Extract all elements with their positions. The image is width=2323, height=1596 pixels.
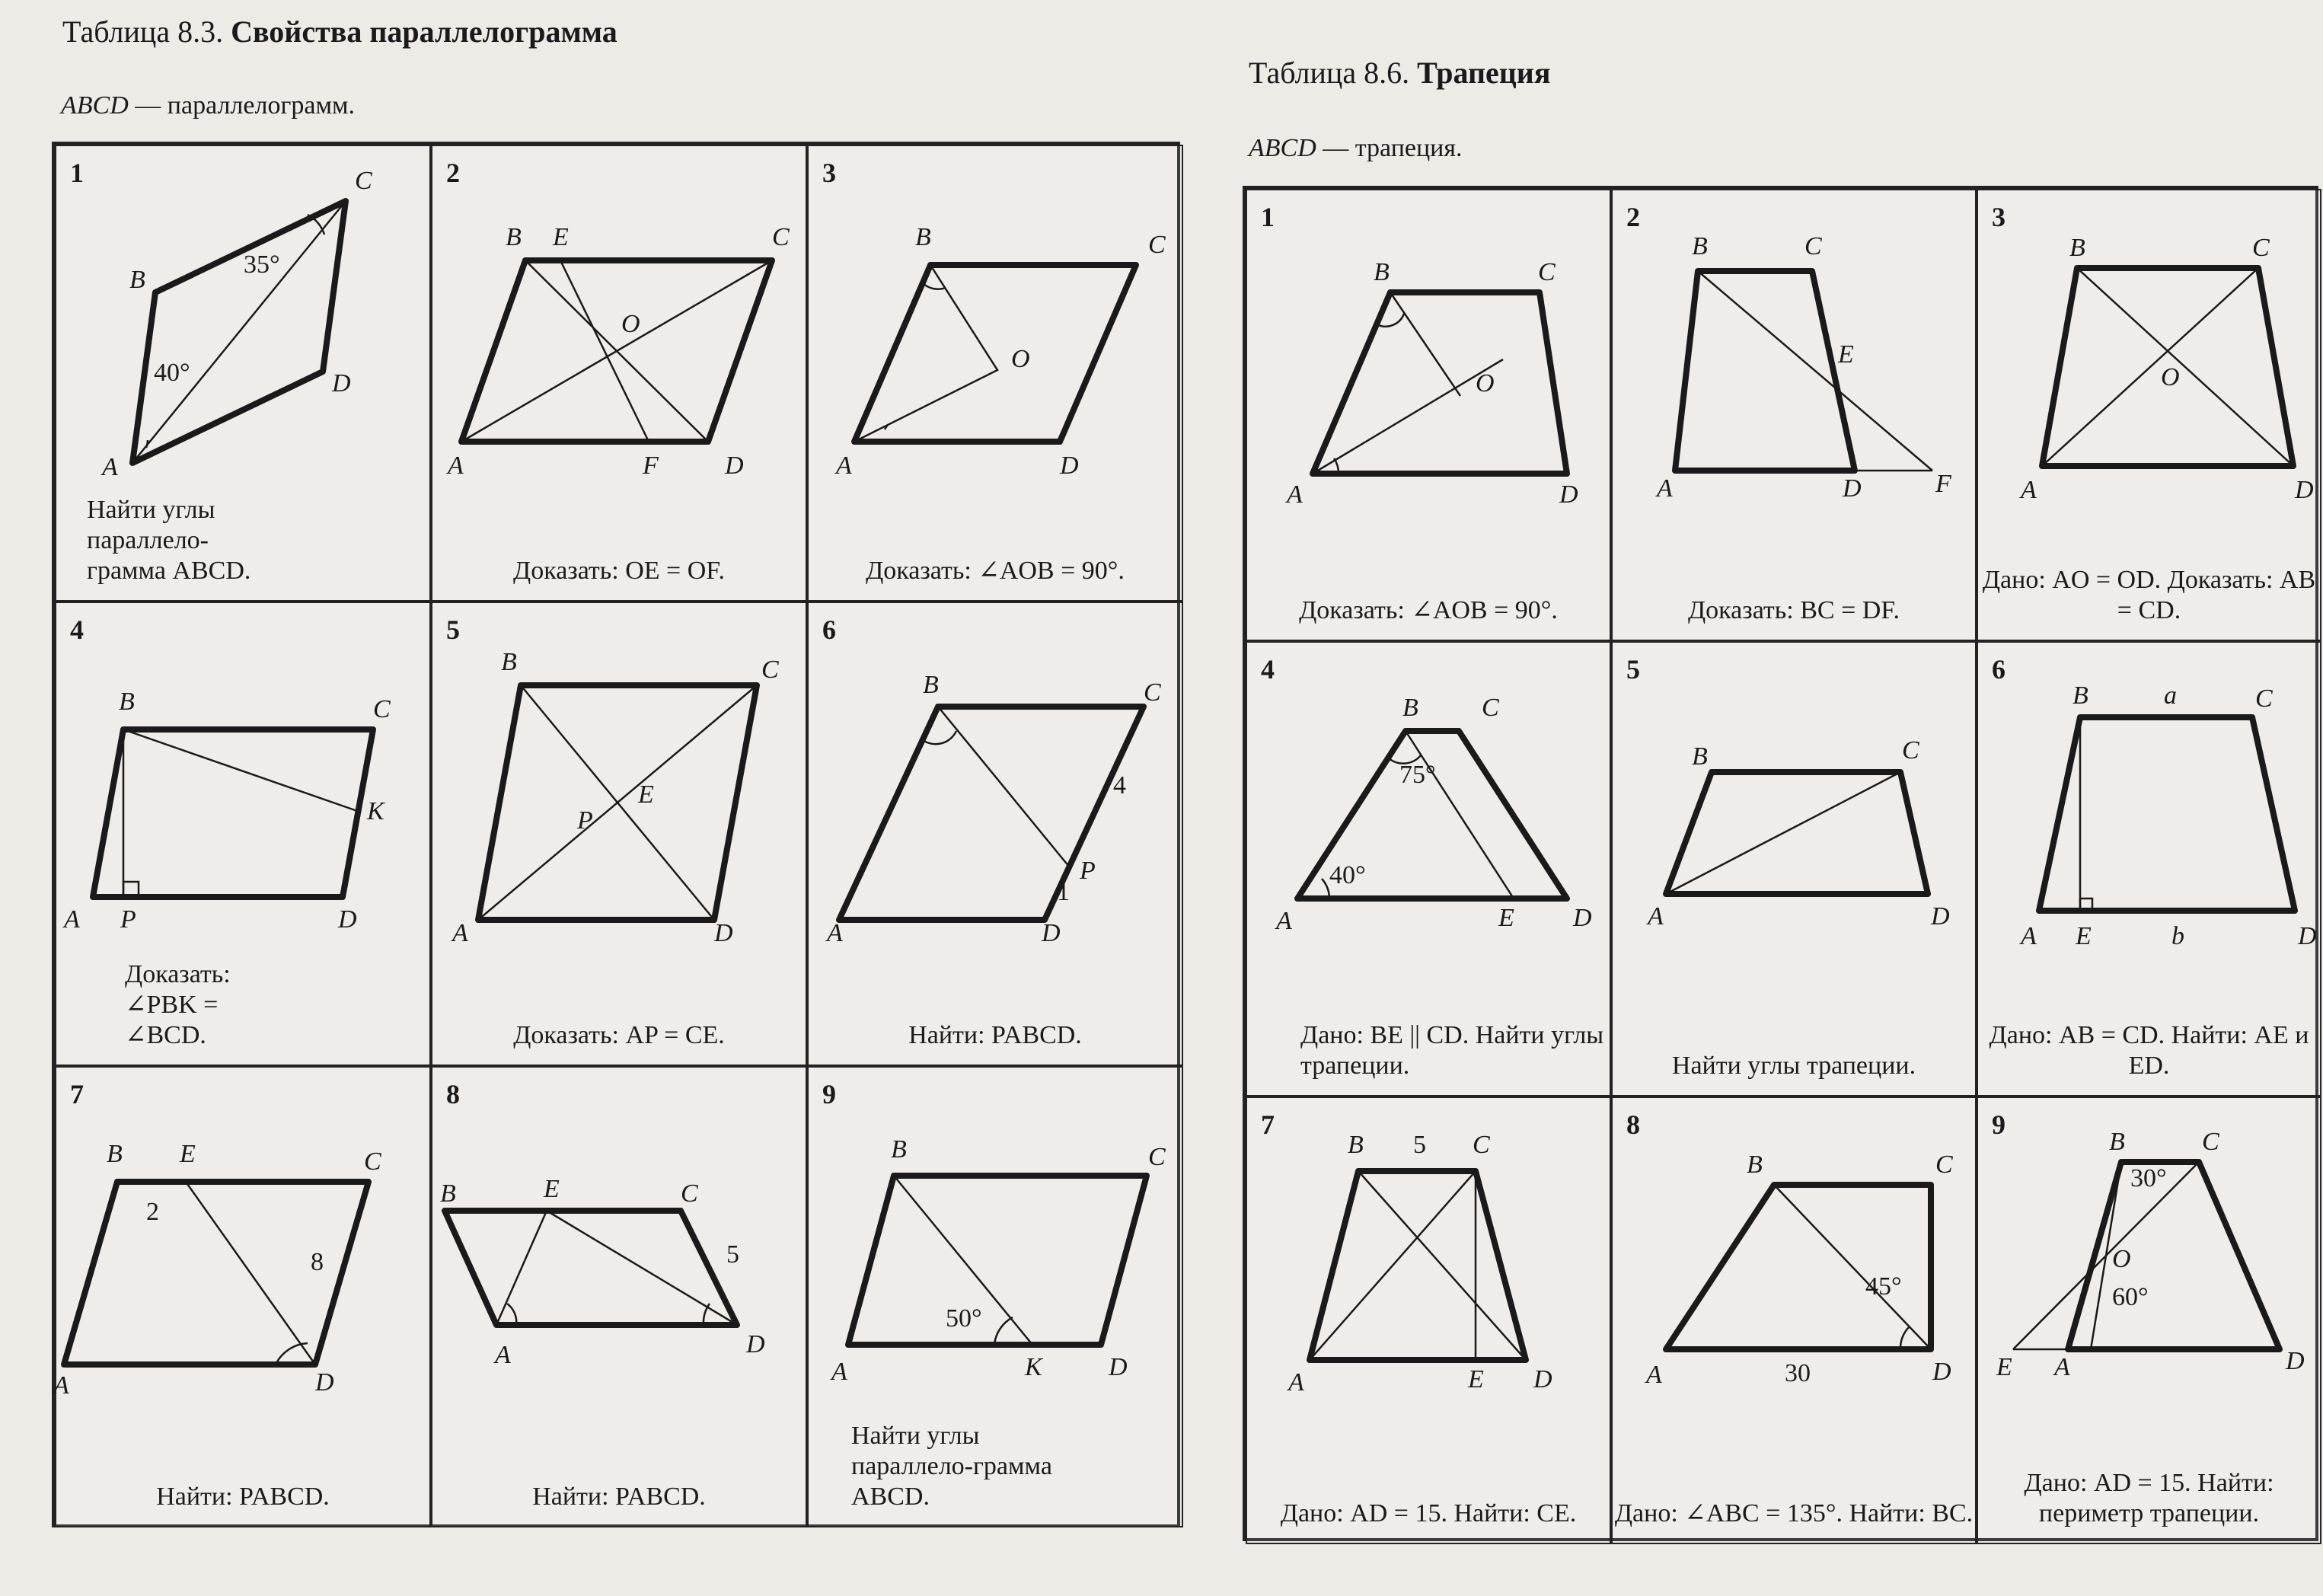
label-c: C	[2252, 234, 2270, 262]
label-a: A	[827, 919, 843, 947]
label-b: B	[1692, 742, 1708, 771]
label-c: C	[1473, 1131, 1490, 1159]
label-a: A	[1288, 1368, 1304, 1396]
label-b: B	[1692, 232, 1708, 260]
cell-number: 9	[822, 1079, 836, 1109]
left-table-grid	[52, 142, 1180, 1527]
label-c: C	[2255, 685, 2273, 713]
cell-number: 8	[446, 1079, 460, 1109]
label-b: B	[506, 223, 522, 251]
cell-caption: Доказать: OE = OF.	[513, 557, 725, 585]
left-subtitle-rest: — параллелограмм.	[135, 91, 356, 120]
left-cell-1	[55, 145, 431, 602]
label-e: E	[1498, 904, 1514, 932]
cell-caption: Найти углы трапеции.	[1671, 1052, 1916, 1080]
cell-number: 5	[446, 614, 460, 645]
left-cell-9	[807, 1066, 1183, 1527]
cell-number: 4	[70, 614, 84, 645]
cell-number: 6	[1992, 654, 2006, 685]
left-table-title	[62, 14, 617, 49]
left-cell-5	[431, 602, 807, 1066]
cell-caption: Дано: AO = OD. Доказать: AB = CD.	[1982, 566, 2316, 624]
right-subtitle-rest: — трапеция.	[1323, 134, 1463, 162]
label-o: O	[1476, 369, 1495, 397]
left-cell-3	[807, 145, 1183, 602]
label-a: A	[836, 452, 852, 480]
angle-label-45: 45°	[1865, 1272, 1902, 1301]
angle-label-40: 40°	[154, 359, 190, 387]
label-a: A	[831, 1358, 847, 1386]
label-b: B	[891, 1135, 907, 1163]
label-d: D	[332, 369, 351, 397]
cell-caption: Доказать: AP = CE.	[513, 1021, 725, 1049]
right-cell-7	[1246, 1096, 1611, 1544]
right-cell-1	[1246, 189, 1611, 641]
left-cell-2	[431, 145, 807, 602]
label-e: E	[2076, 922, 2092, 950]
figure-parallelogram-5	[432, 603, 809, 1068]
label-o: O	[621, 310, 640, 338]
right-title-prefix: Таблица 8.6.	[1249, 56, 1410, 90]
label-d: D	[1533, 1365, 1552, 1393]
label-d: D	[1559, 480, 1578, 509]
label-c: C	[1935, 1151, 1953, 1179]
label-b: B	[1348, 1131, 1364, 1159]
cell-caption: Дано: AD = 15. Найти: CE.	[1280, 1499, 1577, 1527]
label-b: B	[501, 648, 517, 676]
label-f: F	[1935, 470, 1951, 498]
cell-number: 8	[1626, 1109, 1640, 1140]
label-e: E	[1838, 340, 1854, 369]
length-label-5: 5	[726, 1240, 739, 1269]
label-c: C	[1482, 694, 1499, 722]
cell-caption: Дано: AB = CD. Найти: AE и ED.	[1989, 1021, 2309, 1080]
label-d: D	[1042, 919, 1061, 947]
label-c: C	[1538, 258, 1556, 286]
cell-caption: Найти: PABCD.	[156, 1483, 330, 1511]
length-label-4: 4	[1113, 771, 1126, 800]
label-d: D	[2295, 476, 2314, 504]
right-title-bold: Трапеция	[1417, 56, 1551, 90]
label-e: E	[180, 1140, 196, 1168]
right-cell-3	[1977, 189, 2321, 641]
label-p: P	[577, 806, 593, 835]
length-label-1: 1	[1057, 878, 1070, 906]
label-b: B	[2073, 681, 2088, 710]
label-d: D	[1931, 902, 1950, 930]
figure-parallelogram-2	[432, 146, 809, 603]
cell-caption: Доказать: BC = DF.	[1687, 596, 1900, 624]
left-cell-7	[55, 1066, 431, 1527]
left-cell-4	[55, 602, 431, 1066]
left-table-subtitle	[61, 91, 355, 120]
label-b: B	[2069, 234, 2085, 262]
right-cell-6	[1977, 641, 2321, 1096]
label-c: C	[1902, 736, 1919, 764]
label-b: B	[129, 266, 145, 294]
label-d: D	[1843, 474, 1862, 503]
cell-caption: Дано: BE || CD. Найти углы трапеции.	[1300, 1021, 1604, 1080]
left-subtitle-var: ABCD	[61, 91, 129, 120]
label-b: B	[1747, 1151, 1763, 1179]
label-k: K	[1025, 1353, 1042, 1381]
label-c: C	[1804, 232, 1822, 260]
label-o: O	[2112, 1245, 2131, 1273]
angle-label-60: 60°	[2112, 1283, 2149, 1311]
label-c: C	[373, 695, 391, 723]
label-d: D	[1932, 1358, 1951, 1386]
right-table-grid	[1243, 186, 2318, 1541]
label-a: A	[1646, 1361, 1662, 1389]
label-a: A	[2021, 476, 2037, 504]
cell-number: 9	[1992, 1109, 2006, 1140]
label-o: O	[1011, 345, 1030, 373]
figure-trapezoid-8	[1613, 1098, 1978, 1546]
label-e: E	[553, 223, 569, 251]
label-d: D	[714, 919, 733, 947]
cell-number: 2	[446, 158, 460, 188]
label-a: A	[1648, 902, 1664, 930]
left-cell-8	[431, 1066, 807, 1527]
label-a: A	[1287, 480, 1303, 509]
figure-parallelogram-3	[809, 146, 1185, 603]
left-cell-6	[807, 602, 1183, 1066]
right-table-title	[1249, 55, 1551, 91]
label-d: D	[1109, 1353, 1128, 1381]
right-table-subtitle	[1249, 134, 1463, 163]
label-b: B	[923, 671, 939, 699]
label-e: E	[1996, 1353, 2012, 1381]
cell-number: 7	[1261, 1109, 1275, 1140]
side-label-b: b	[2171, 922, 2184, 950]
cell-caption: Найти: PABCD.	[908, 1021, 1082, 1049]
label-b: B	[1402, 694, 1418, 722]
label-b: B	[2109, 1128, 2125, 1156]
label-c: C	[355, 167, 372, 195]
label-c: C	[364, 1148, 381, 1176]
length-label-8: 8	[311, 1248, 324, 1276]
cell-number: 4	[1261, 654, 1275, 685]
label-b: B	[119, 688, 135, 716]
label-c: C	[1148, 1143, 1166, 1171]
cell-number: 5	[1626, 654, 1640, 685]
label-a: A	[2054, 1353, 2070, 1381]
label-a: A	[64, 905, 80, 934]
cell-caption: Найти: PABCD.	[532, 1483, 706, 1511]
label-b: B	[915, 223, 931, 251]
label-a: A	[1276, 907, 1292, 935]
label-a: A	[2021, 922, 2037, 950]
length-label-2: 2	[146, 1198, 159, 1226]
label-a: A	[1657, 474, 1673, 503]
label-d: D	[725, 452, 744, 480]
label-d: D	[746, 1330, 765, 1358]
label-p: P	[1080, 857, 1096, 885]
figure-trapezoid-5	[1613, 643, 1978, 1098]
label-o: O	[2161, 363, 2180, 391]
angle-label-35: 35°	[244, 251, 280, 279]
label-d: D	[338, 905, 357, 934]
figure-trapezoid-7	[1247, 1098, 1613, 1546]
label-k: K	[367, 797, 385, 825]
label-f: F	[643, 452, 659, 480]
cell-caption: Доказать: ∠AOB = 90°.	[1299, 596, 1558, 624]
label-d: D	[2286, 1347, 2305, 1375]
label-a: A	[495, 1341, 511, 1369]
cell-number: 3	[822, 158, 836, 188]
label-d: D	[1060, 452, 1079, 480]
angle-label-30: 30°	[2130, 1164, 2167, 1192]
label-e: E	[544, 1175, 560, 1203]
cell-number: 7	[70, 1079, 84, 1109]
label-c: C	[772, 223, 790, 251]
cell-number: 1	[1261, 202, 1275, 232]
label-b: B	[1374, 258, 1390, 286]
right-cell-2	[1611, 189, 1977, 641]
label-c: C	[681, 1179, 698, 1208]
cell-number: 2	[1626, 202, 1640, 232]
label-c: C	[1148, 231, 1166, 259]
label-p: P	[120, 905, 136, 934]
label-d: D	[315, 1368, 334, 1396]
cell-number: 3	[1992, 202, 2006, 232]
label-e: E	[1468, 1365, 1484, 1393]
figure-parallelogram-6	[809, 603, 1185, 1068]
label-a: A	[102, 453, 118, 481]
angle-label-75: 75°	[1399, 761, 1436, 789]
figure-parallelogram-8	[432, 1068, 809, 1529]
label-a: A	[452, 919, 468, 947]
side-label-a: a	[2164, 681, 2177, 710]
right-cell-8	[1611, 1096, 1977, 1544]
right-subtitle-var: ABCD	[1249, 134, 1316, 162]
cell-caption: Доказать: ∠AOB = 90°.	[866, 557, 1125, 585]
figure-parallelogram-7	[53, 1068, 432, 1529]
length-label-30: 30	[1785, 1359, 1811, 1387]
label-a: A	[53, 1371, 69, 1400]
figure-trapezoid-1	[1247, 190, 1613, 643]
right-cell-9	[1977, 1096, 2321, 1544]
right-cell-5	[1611, 641, 1977, 1096]
length-label-5: 5	[1413, 1131, 1426, 1159]
left-title-bold: Свойства параллелограмма	[231, 14, 617, 49]
label-b: B	[107, 1140, 123, 1168]
label-c: C	[2202, 1128, 2219, 1156]
left-title-prefix: Таблица 8.3.	[62, 14, 224, 49]
angle-label-50: 50°	[946, 1304, 982, 1333]
cell-number: 1	[70, 158, 84, 188]
cell-caption: Дано: AD = 15. Найти: периметр трапеции.	[2024, 1469, 2274, 1527]
cell-number: 6	[822, 614, 836, 645]
cell-caption: Найти углы параллело-грамма ABCD.	[87, 496, 251, 585]
figure-trapezoid-2	[1613, 190, 1978, 643]
label-e: E	[638, 780, 654, 809]
right-cell-4	[1246, 641, 1611, 1096]
label-d: D	[2298, 922, 2317, 950]
cell-caption: Найти углы параллело-грамма ABCD.	[851, 1422, 1052, 1511]
label-d: D	[1573, 904, 1592, 932]
cell-caption: Дано: ∠ABC = 135°. Найти: BC.	[1614, 1499, 1974, 1527]
label-c: C	[761, 656, 779, 684]
angle-label-40: 40°	[1329, 861, 1366, 889]
label-c: C	[1144, 678, 1161, 707]
cell-caption: Доказать: ∠PBK = ∠BCD.	[125, 960, 231, 1049]
label-a: A	[448, 452, 464, 480]
label-b: B	[440, 1179, 456, 1208]
